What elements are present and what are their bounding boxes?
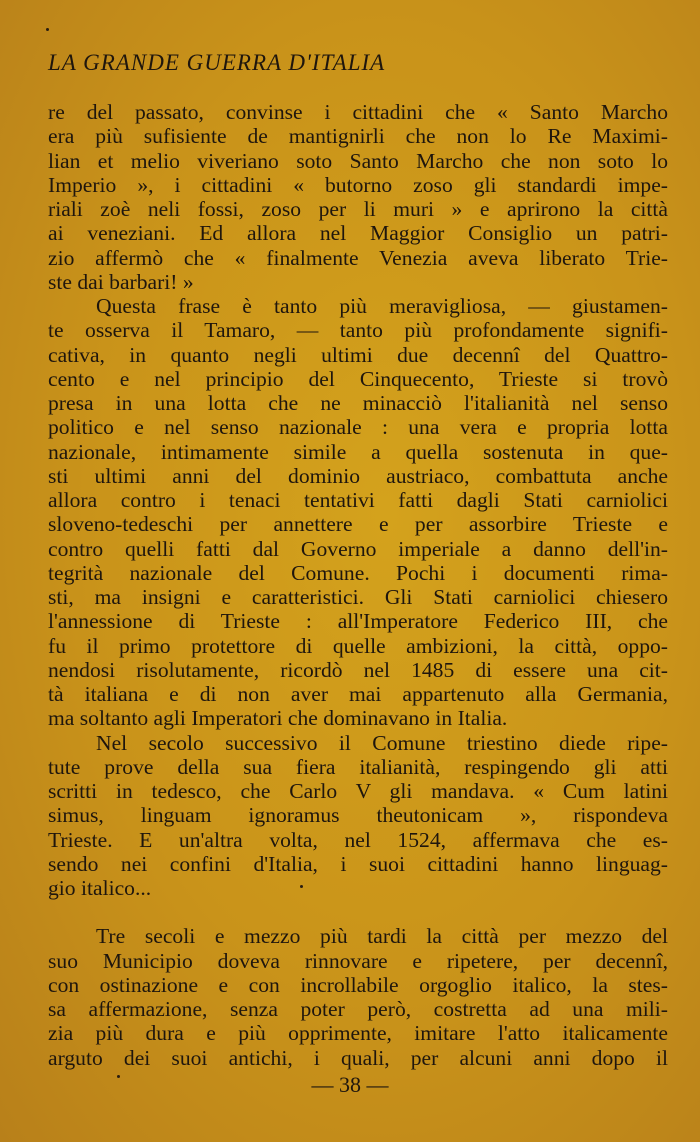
text-line: Tre secoli e mezzo più tardi la città per mezzo del (96, 924, 668, 949)
text-line: Trieste. E un'altra volta, nel 1524, affermava che es- (48, 827, 668, 852)
text-line: suo Municipio doveva rinnovare e ripetere, per decennî, (48, 948, 668, 973)
text-line: Imperio », i cittadini « butorno zoso gli standardi impe- (48, 172, 668, 197)
text-line: sendo nei confini d'Italia, i suoi cittadini hanno linguag- (48, 851, 668, 876)
text-line: tà italiana e di non aver mai appartenuto alla Germania, (48, 682, 668, 706)
text-line: tegrità nazionale del Comune. Pochi i documenti rima- (48, 560, 668, 585)
text-line: era più sufisiente de mantignirli che non lo Re Maximi- (48, 124, 668, 149)
text-line: con ostinazione e con incrollabile orgoglio italico, la stes- (48, 972, 668, 997)
text-line: lian et melio viveriano soto Santo Marcho che non soto lo (48, 148, 668, 173)
text-line: fu il primo protettore di quelle ambizioni, la città, oppo- (48, 633, 668, 658)
print-speck (46, 28, 49, 31)
text-line: scritti in tedesco, che Carlo V gli mandava. « Cum latini (48, 779, 668, 803)
text-line: cento e nel principio del Cinquecento, Trieste si trovò (48, 366, 668, 391)
text-line: arguto dei suoi antichi, i quali, per alcuni anni dopo il (48, 1045, 668, 1070)
text-line: nendosi risolutamente, ricordò nel 1485 di essere una cit- (48, 657, 668, 682)
text-line: ai veneziani. Ed allora nel Maggior Consiglio un patri- (48, 221, 668, 246)
text-line: sti, ma insigni e caratteristici. Gli Stati carniolici chiesero (48, 585, 668, 609)
text-line: sa affermazione, senza poter però, costretta ad una mili- (48, 997, 668, 1021)
text-line: presa in una lotta che ne minacciò l'italianità nel senso (48, 391, 668, 415)
print-speck (117, 1075, 120, 1078)
paragraph-gap (48, 900, 668, 924)
text-line: riali zoè neli fossi, zoso per li muri » e aprirono la città (48, 197, 668, 221)
running-header: LA GRANDE GUERRA D'ITALIA (48, 50, 386, 75)
text-line: zio affermò che « finalmente Venezia aveva liberato Trie- (48, 245, 668, 270)
text-line: sti ultimi anni del dominio austriaco, combattuta anche (48, 463, 668, 488)
text-line: re del passato, convinse i cittadini che « Santo Marcho (48, 100, 668, 124)
text-line: Questa frase è tanto più meravigliosa, — giustamen- (96, 294, 668, 318)
text-line: tute prove della sua fiera italianità, respingendo gli atti (48, 754, 668, 779)
page-number: — 38 — (311, 1072, 389, 1097)
text-line: politico e nel senso nazionale : una vera e propria lotta (48, 415, 668, 440)
text-line: l'annessione di Trieste : all'Imperatore Federico III, che (48, 609, 668, 634)
text-line: sloveno-tedeschi per annettere e per assorbire Trieste e (48, 512, 668, 537)
text-line: simus, linguam ignoramus theutonicam », rispondeva (48, 803, 668, 828)
text-line: zia più dura e più opprimente, imitare l'atto italicamente (48, 1021, 668, 1046)
text-line: allora contro i tenaci tentativi fatti dagli Stati carniolici (48, 488, 668, 512)
text-line: cativa, in quanto negli ultimi due decennî del Quattro- (48, 342, 668, 367)
text-line: contro quelli fatti dal Governo imperiale a danno dell'in- (48, 536, 668, 561)
print-speck (300, 885, 303, 888)
text-line: te osserva il Tamaro, — tanto più profondamente signifi- (48, 318, 668, 343)
text-line: ma soltanto agli Imperatori che dominavano in Italia. (48, 706, 508, 731)
text-line: ste dai barbari! » (48, 269, 194, 294)
text-line: Nel secolo successivo il Comune triestino diede ripe- (96, 730, 668, 755)
text-line: gio italico... (48, 876, 152, 900)
text-line: nazionale, intimamente simile a quella sostenuta in que- (48, 439, 668, 464)
body-text (48, 100, 668, 1070)
